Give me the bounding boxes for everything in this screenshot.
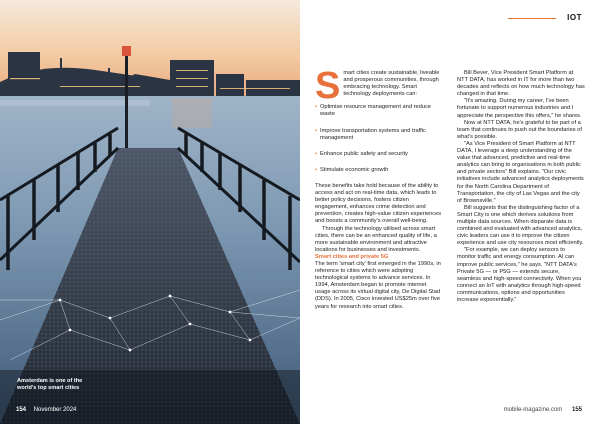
benefits-list [315,104,443,174]
footer-url: mobile-magazine.com [503,407,563,413]
body-paragraph: The term 'smart city' first emerged in the 1990s, in reference to cities which were adopting technological systems to advance services. In 1994, Amsterdam began to promote internet usage across its virtual digital city, De Digital Stad (DDS). In 2005, Cisco invested US$25m over five years for research into smart cities. [315,260,441,310]
footer-left [16,407,76,413]
list-item: • Enhance public safety and security [315,151,443,158]
intro-text: mart cities create sustainable, liveable and prosperous communities, through embracing technology. Smart technology deployments can: [343,70,440,98]
body-paragraph: Through the technology utilised across smart cities, there can be an enhanced quality of life, a more sustainable environment and attractive locations for businesses and investments. [315,225,437,253]
body-paragraph: Now at NTT DATA, he's grateful to be part of a team that continues to push out the boundaries of what's possible. [457,119,582,140]
photo-caption: Amsterdam is one of the world's top smart cities [17,378,83,391]
intro-paragraph [315,65,443,107]
page-number-left: 154 [16,407,27,413]
dropcap: S [315,65,341,107]
list-item: • Improve transportation systems and traffic management [315,128,443,142]
section-rule [508,18,556,19]
body-paragraph: Bill suggests that the distinguishing factor of a Smart City is one which derives solutions from multiple data sources. When disparate data is combined and evaluated with advanced analytics, civic leaders can use it to improve the citizen experience and use city resources most efficiently. [457,204,584,247]
body-paragraph: These benefits take hold because of the ability to access and act on real-time data, which leads to better policy decisions, fosters citizen engagement, enhances crime detection and prevention, creates high-value citizen experiences and boosts a community's overall well-being. [315,182,442,225]
list-item: • Stimulate economic growth [315,167,443,174]
article-column-1 [315,65,443,311]
body-paragraph: "As Vice President of Smart Platform at NTT DATA, I leverage a deep understanding of the value that advanced, predictive and real-time analytics can bring to organisations in both public and private sectors" Bill explains. "Our civic initiatives include advanced analytics deployments for the North Carolina Department of Transportation, the city of Las Vegas and the city of Brownsville." [457,140,584,204]
footer-right [504,407,582,413]
body-paragraph: Bill Bever, Vice President Smart Platform at NTT DATA, has worked in IT for more than two decades and reflects on how much technology has changed in that time. [457,70,585,98]
body-paragraph: "It's amazing. During my career, I've been fortunate to support numerous industries and I appreciate the perspective this offers," he shares. [457,98,582,119]
body-paragraph: "For example, we can deploy sensors to monitor traffic and energy consumption. AI can improve public services," he says. "NTT DATA's Private 5G — or P5G — extends secure, seamless and high-speed connectivity. When you connect an IoT with analytics through high-speed communications, options and opportunities increase exponentially." [457,247,582,303]
page-number-right: 155 [571,407,582,413]
list-item: • Optimise resource management and reduce waste [315,104,443,118]
subheading: Smart cities and private 5G [315,253,389,260]
article-column-2 [457,70,585,304]
section-tag: IOT [567,13,582,22]
issue-date: November 2024 [33,407,77,413]
